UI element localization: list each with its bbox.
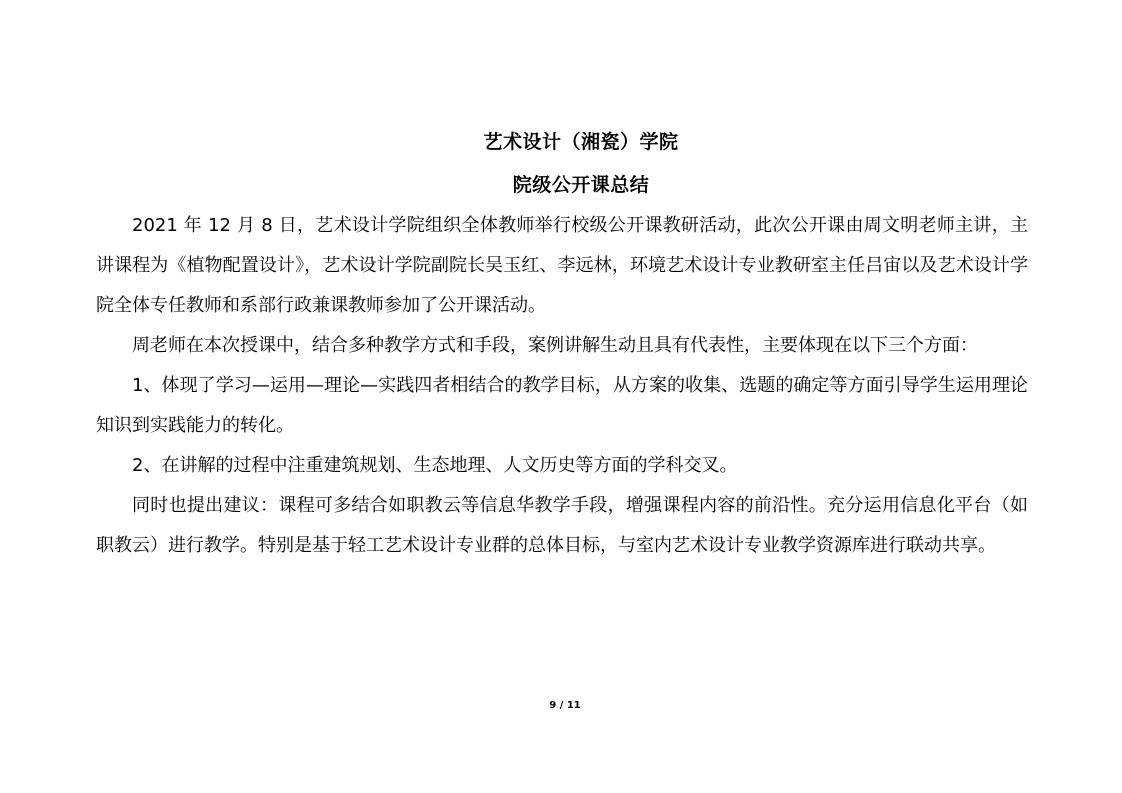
document-title: 艺术设计（湘瓷）学院 [483,131,679,153]
paragraph-point-2: 2、在讲解的过程中注重建筑规划、生态地理、人文历史等方面的学科交叉。 [132,455,738,476]
paragraph-teaching-summary: 周老师在本次授课中，结合多种教学方式和手段，案例讲解生动且具有代表性，主要体现在以下三个方面： [132,335,978,356]
page-number: 9 / 11 [549,700,581,711]
paragraph-point-1: 1、体现了学习—运用—理论—实践四者相结合的教学目标，从方案的收集、选题的确定等方面引导学生运用理论知识到实践能力的转化。 [96,375,1028,436]
paragraph-suggestion: 同时也提出建议：课程可多结合如职教云等信息华教学手段，增强课程内容的前沿性。充分运用信息化平台（如职教云）进行教学。特别是基于轻工艺术设计专业群的总体目标，与室内艺术设计专业教学资源库进行联动共享。 [96,495,1028,556]
document-body [96,206,1028,566]
paragraph-intro: 2021 年 12 月 8 日，艺术设计学院组织全体教师举行校级公开课教研活动，此次公开课由周文明老师主讲，主讲课程为《植物配置设计》，艺术设计学院副院长吴玉红、李远林，环境艺术设计专业教研室主任吕宙以及艺术设计学院全体专任教师和系部行政兼课教师参加了公开课活动。 [96,215,1028,316]
document-subtitle: 院级公开课总结 [512,174,650,196]
